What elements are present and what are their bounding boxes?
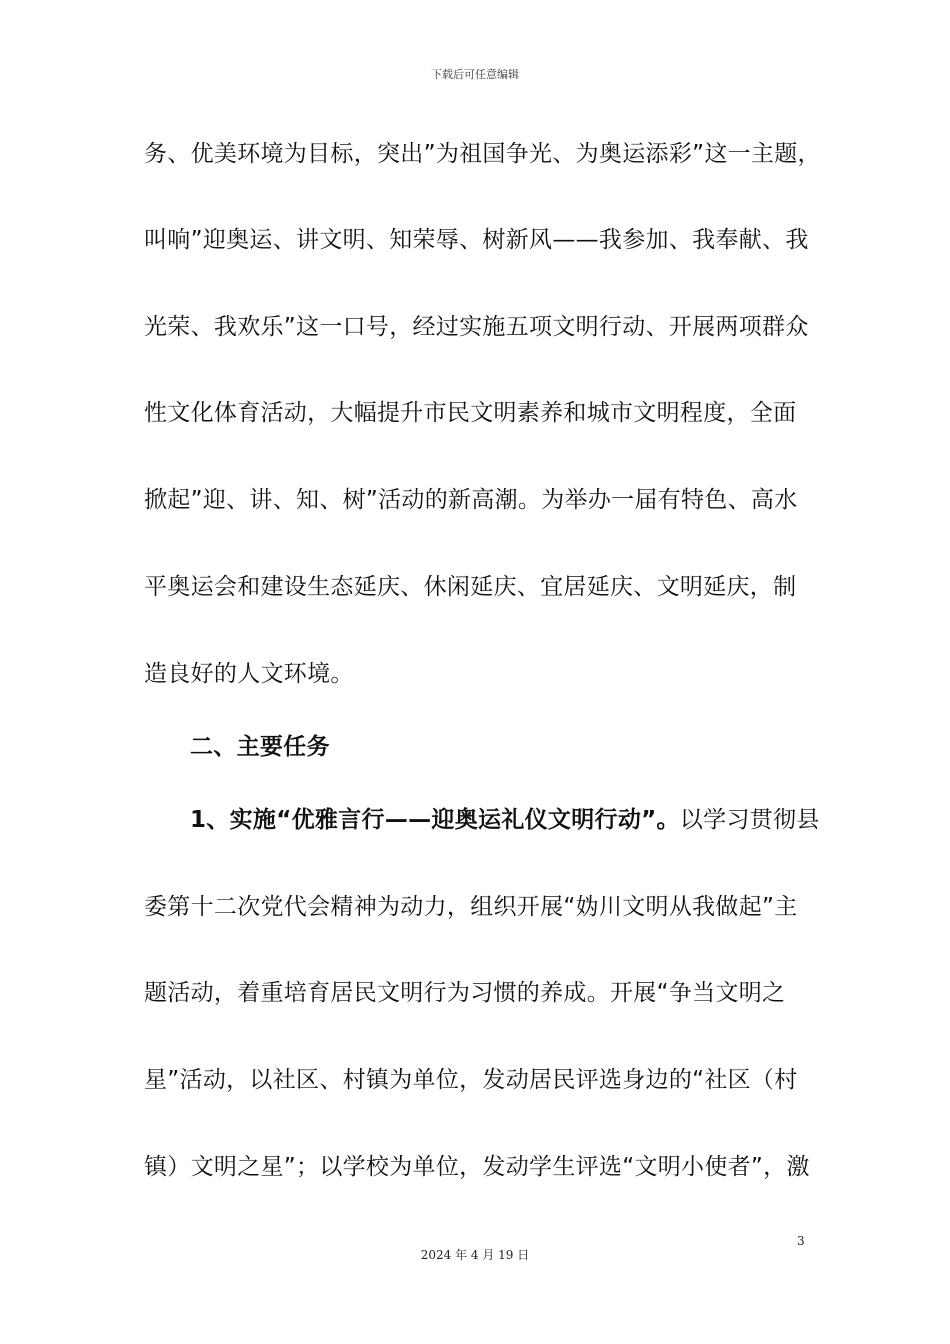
body-text-line: 题活动，着重培育居民文明行为习惯的养成。开展“争当文明之 (144, 980, 786, 1006)
footer-date: 2024 年 4 月 19 日 (420, 1248, 530, 1262)
item-title: 1、实施“优雅言行——迎奥运礼仪文明行动”。 (190, 807, 680, 833)
page-number: 3 (797, 1234, 805, 1248)
body-text-line: 造良好的人文环境。 (144, 661, 354, 687)
item-first-line-text: 以学习贯彻县 (679, 807, 820, 833)
body-text-line: 掀起”迎、讲、知、树”活动的新高潮。为举办一届有特色、高水 (144, 487, 798, 513)
item-first-line (190, 805, 870, 835)
body-text-line: 委第十二次党代会精神为动力，组织开展“妫川文明从我做起”主 (144, 894, 798, 920)
body-text-line: 光荣、我欢乐”这一口号，经过实施五项文明行动、开展两项群众 (144, 314, 809, 340)
body-text-line: 平奥运会和建设生态延庆、休闲延庆、宜居延庆、文明延庆，制 (144, 574, 797, 600)
section-heading: 二、主要任务 (190, 734, 330, 760)
body-text-line: 务、优美环境为目标，突出”为祖国争光、为奥运添彩”这一主题， (144, 141, 821, 167)
body-text-line: 镇）文明之星”；以学校为单位，发动学生评选“文明小使者”，激 (144, 1154, 810, 1180)
body-text-line: 性文化体育活动，大幅提升市民文明素养和城市文明程度，全面 (144, 400, 797, 426)
page-header: 下载后可任意编辑 (431, 68, 519, 81)
body-text-line: 星”活动，以社区、村镇为单位，发动居民评选身边的“社区（村 (144, 1067, 798, 1093)
body-text-line: 叫响”迎奥运、讲文明、知荣辱、树新风——我参加、我奉献、我 (144, 227, 809, 253)
